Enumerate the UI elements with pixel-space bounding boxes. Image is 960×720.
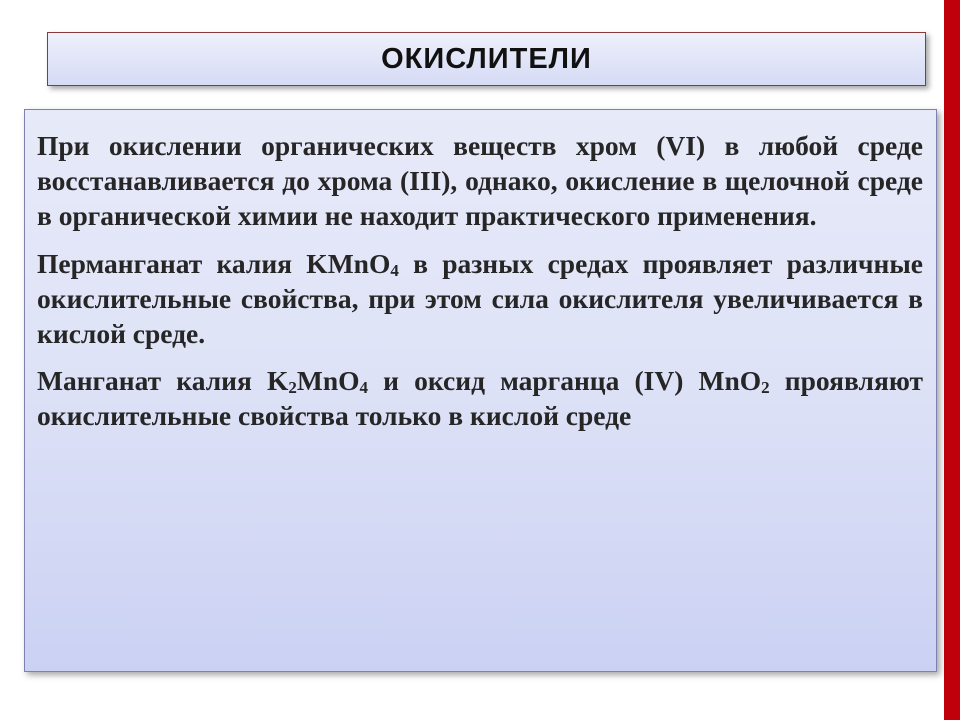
subscript: 2 (288, 378, 297, 398)
text-run: и оксид марганца (IV) MnO (368, 365, 762, 397)
paragraph-chromium: При окислении органических веществ хром (VI) в любой среде восстанавливается до хрома (III), однако, окисление в щелочной среде в органической химии не находит практического применения. (37, 130, 923, 232)
text-run: проявляют окислительные свойства только в кислой среде (37, 365, 923, 432)
subscript: 4 (390, 260, 399, 280)
text-run: Перманганат калия KMnO (37, 247, 391, 279)
paragraph-manganate (37, 363, 923, 433)
text-run: в разных средах проявляет различные окислительные свойства, при этом сила окислителя увеличивается в кислой среде. (37, 247, 924, 349)
accent-edge-bar (944, 0, 960, 720)
content-box (24, 109, 937, 672)
title-box (47, 32, 926, 86)
subscript: 2 (761, 378, 770, 398)
text-run: Манганат калия K (37, 365, 289, 397)
slide-title: ОКИСЛИТЕЛИ (381, 42, 592, 75)
subscript: 4 (359, 378, 369, 398)
paragraph-permanganate (37, 246, 923, 352)
text-run: MnO (296, 365, 360, 397)
